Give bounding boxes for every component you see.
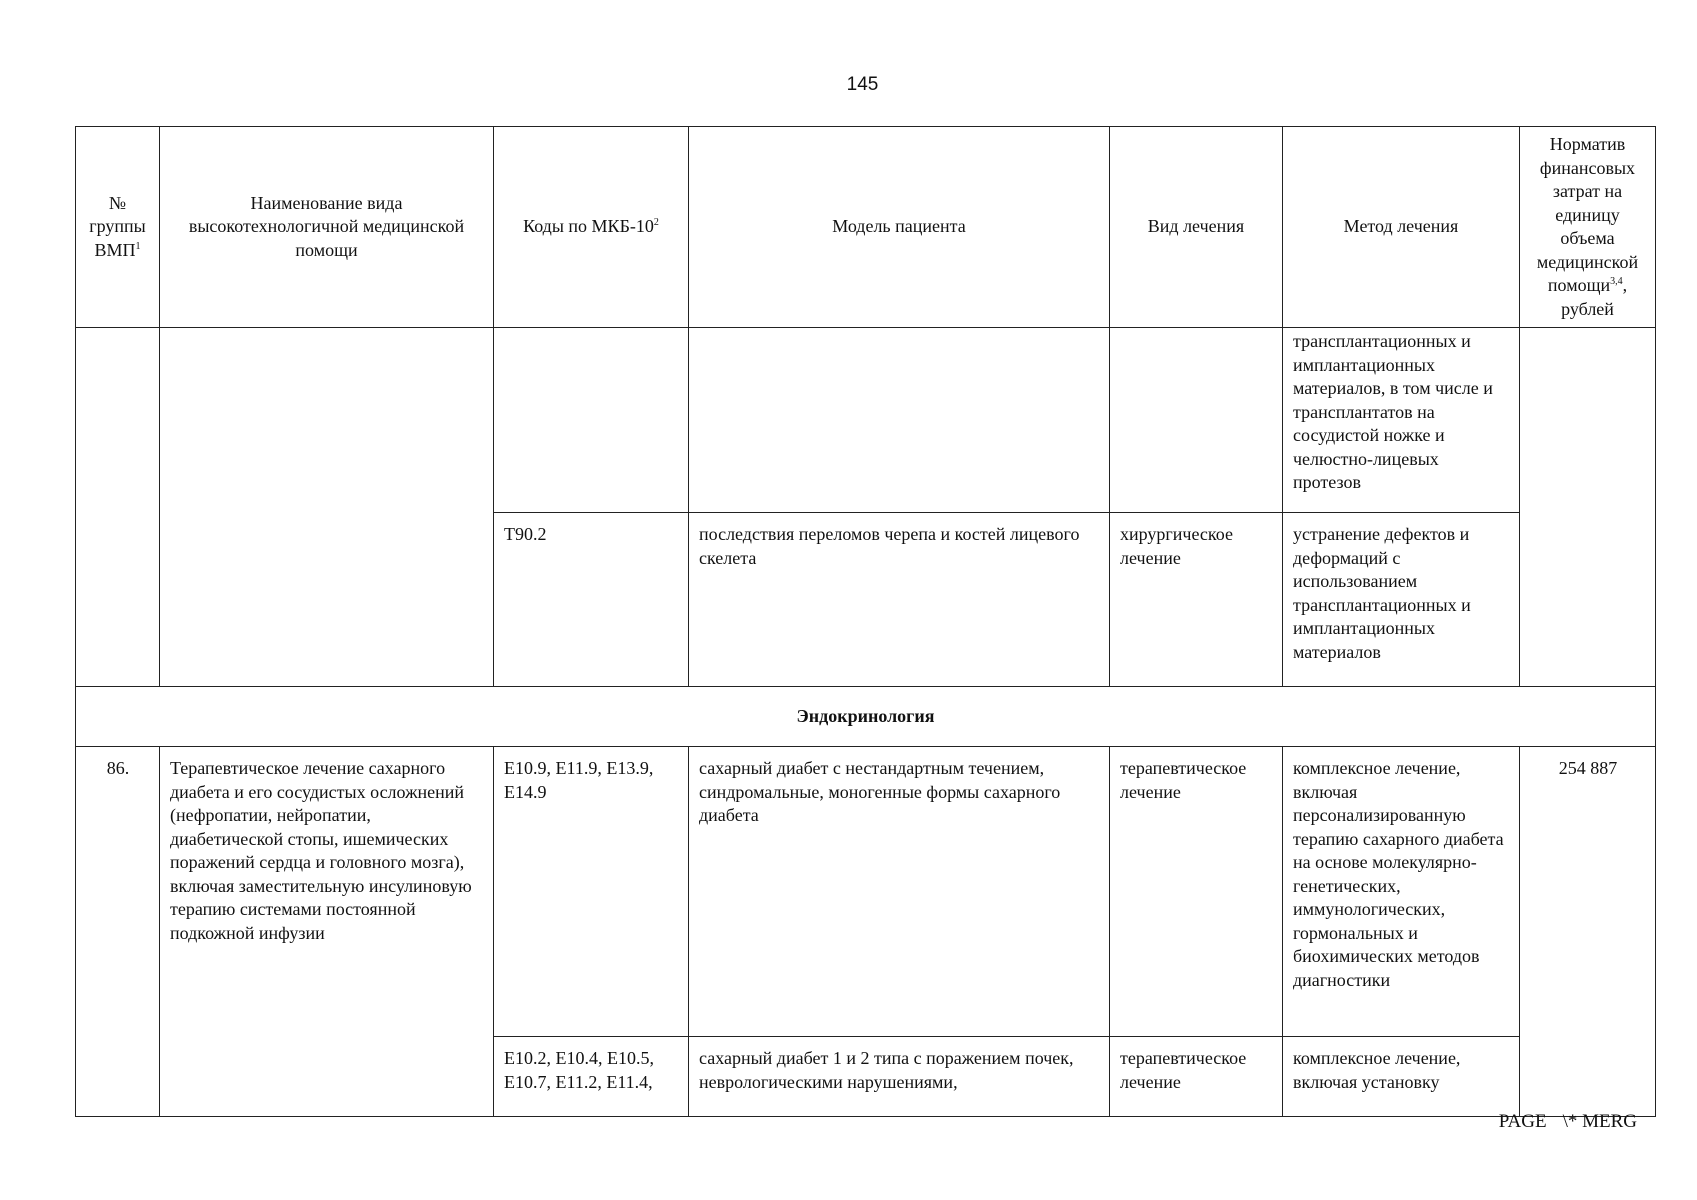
method-cell: комплексное лечение, включая установку — [1283, 1037, 1520, 1117]
table-row — [76, 747, 1656, 1037]
model-cell: сахарный диабет 1 и 2 типа с поражением почек, неврологическими нарушениями, — [689, 1037, 1110, 1117]
method-cell: устранение дефектов и деформаций с использованием трансплантационных и имплантационных материалов — [1283, 513, 1520, 687]
model-cell — [689, 328, 1110, 513]
footer-field-a: PAGE — [1498, 1111, 1547, 1132]
page-number: 145 — [846, 74, 879, 95]
header-model: Модель пациента — [689, 127, 1110, 328]
codes-cell: T90.2 — [494, 513, 689, 687]
name-cell — [160, 328, 494, 687]
group-no-cell — [76, 328, 160, 687]
header-codes: Коды по МКБ-$10^2$ — [494, 127, 689, 328]
treatment-type-cell: терапевтическое лечение — [1110, 1037, 1283, 1117]
method-cell: комплексное лечение, включая персонализированную терапию сахарного диабета на основе молекулярно-генетических, иммунологических, гормональных и биохимических методов диагностики — [1283, 747, 1520, 1037]
codes-cell: E10.2, E10.4, E10.5, E10.7, E11.2, E11.4, — [494, 1037, 689, 1117]
codes-cell: E10.9, E11.9, E13.9, E14.9 — [494, 747, 689, 1037]
name-cell: Терапевтическое лечение сахарного диабета и его сосудистых осложнений (нефропатии, нейропатии, диабетической стопы, ишемических поражений сердца и головного мозга), включая заместительную инсулиновую терапию системами постоянной подкожной инфузии — [160, 747, 494, 1117]
method-cell: трансплантационных и имплантационных материалов, в том числе и трансплантатов на сосудистой ножке и челюстно-лицевых протезов — [1283, 328, 1520, 513]
header-name: Наименование вида высокотехнологичной медицинской помощи — [160, 127, 494, 328]
header-treatment-type: Вид лечения — [1110, 127, 1283, 328]
header-group-no: № группы ВМП$^1$ — [76, 127, 160, 328]
codes-cell — [494, 328, 689, 513]
group-no-cell: 86. — [76, 747, 160, 1117]
header-row — [76, 127, 1656, 328]
model-cell: последствия переломов черепа и костей лицевого скелета — [689, 513, 1110, 687]
footer-field-code — [1499, 1111, 1637, 1133]
treatment-type-cell: хирургическое лечение — [1110, 513, 1283, 687]
treatment-type-cell — [1110, 328, 1283, 513]
header-cost: Норматив финансовых затрат на единицу объема медицинской помощи$^{3,4}$, рублей — [1520, 127, 1656, 328]
table-row — [76, 328, 1656, 513]
cost-cell — [1520, 328, 1656, 687]
header-method: Метод лечения — [1283, 127, 1520, 328]
model-cell: сахарный диабет с нестандартным течением, синдромальные, моногенные формы сахарного диабета — [689, 747, 1110, 1037]
footer-field-b: \* MERG — [1562, 1111, 1637, 1132]
cost-cell: 254 887 — [1520, 747, 1656, 1117]
treatment-type-cell: терапевтическое лечение — [1110, 747, 1283, 1037]
section-row — [76, 687, 1656, 747]
section-title: Эндокринология — [76, 687, 1656, 747]
vmp-table — [75, 126, 1656, 1117]
